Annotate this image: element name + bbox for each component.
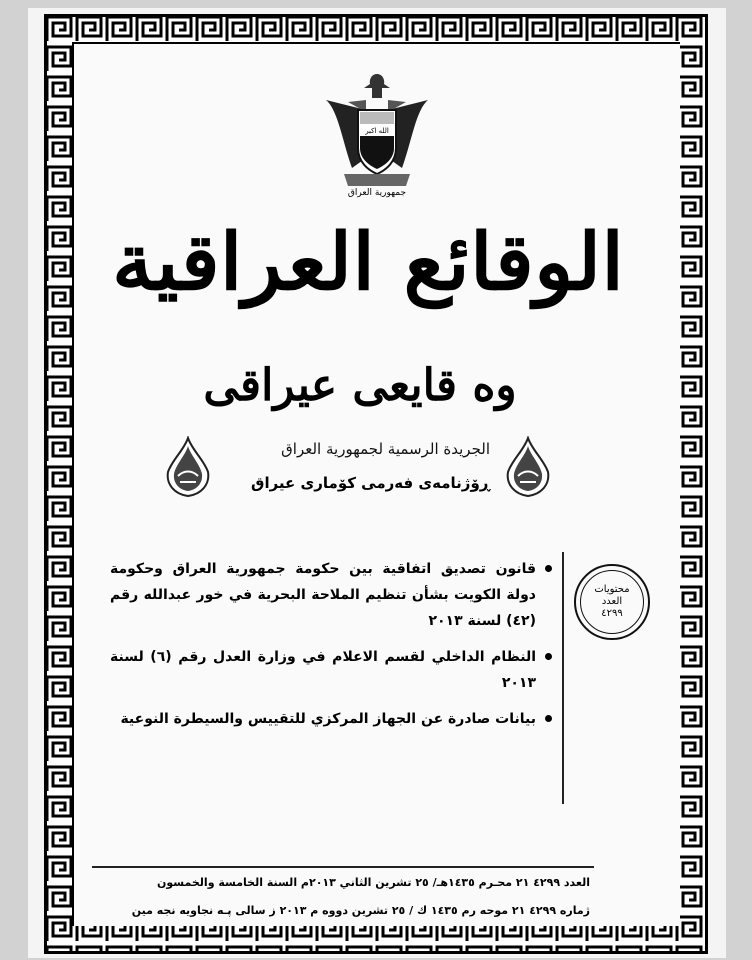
contents-badge-line2: العدد	[601, 596, 623, 607]
contents-item-text: قانون تصديق اتفاقية بين حكومة جمهورية العراق وحكومة دولة الكويت بشأن تنظيم الملاحة البحرية في خور عبدالله رقم (٤٢) لسنة ٢٠١٣	[110, 561, 536, 629]
subtitle-kurdish: ڕۆژنامەی فەرمی کۆماری عیراق	[251, 474, 490, 492]
issue-info-arabic: العدد ٤٢٩٩ ٢١ محـرم ١٤٣٥هـ/ ٢٥ تشرين الثاني ٢٠١٣م السنة الخامسة والخمسون	[157, 876, 590, 889]
bullet-icon	[545, 565, 552, 572]
bullet-icon	[545, 653, 552, 660]
contents-badge-line1: محتويات	[594, 584, 630, 595]
calligraphy-seal-icon	[504, 436, 552, 498]
contents-item-text: النظام الداخلي لقسم الاعلام في وزارة العدل رقم (٦) لسنة ٢٠١٣	[110, 649, 537, 691]
contents-item	[110, 706, 546, 732]
emblem-flag-text: الله اكبر	[365, 127, 389, 135]
bullet-icon	[545, 715, 552, 722]
newspaper-title-kurdish: وه قايعى عيراقى	[203, 360, 517, 411]
contents-item	[110, 644, 546, 696]
contents-item-text: بيانات صادرة عن الجهاز المركزي للتقييس والسيطرة النوعية	[120, 711, 536, 727]
issue-info-kurdish: ژماره ٤٢٩٩ ٢١ موحه رم ١٤٣٥ ك / ٢٥ تشرين دووه م ٢٠١٣ ز سالى پـه نجاويه نجه مين	[131, 904, 590, 917]
subtitle-arabic: الجريدة الرسمية لجمهورية العراق	[281, 440, 490, 458]
contents-divider	[562, 552, 564, 804]
calligraphy-seal-icon	[164, 436, 212, 498]
contents-badge-issue: ٤٢٩٩	[601, 608, 623, 619]
eagle-emblem-icon	[318, 70, 436, 202]
emblem-caption: جمهورية العراق	[347, 188, 407, 198]
contents-item	[110, 556, 546, 634]
contents-badge	[574, 564, 650, 640]
newspaper-title-arabic: الوقائع العراقية	[112, 217, 624, 308]
footer-divider	[92, 866, 594, 868]
contents-list	[110, 556, 546, 742]
